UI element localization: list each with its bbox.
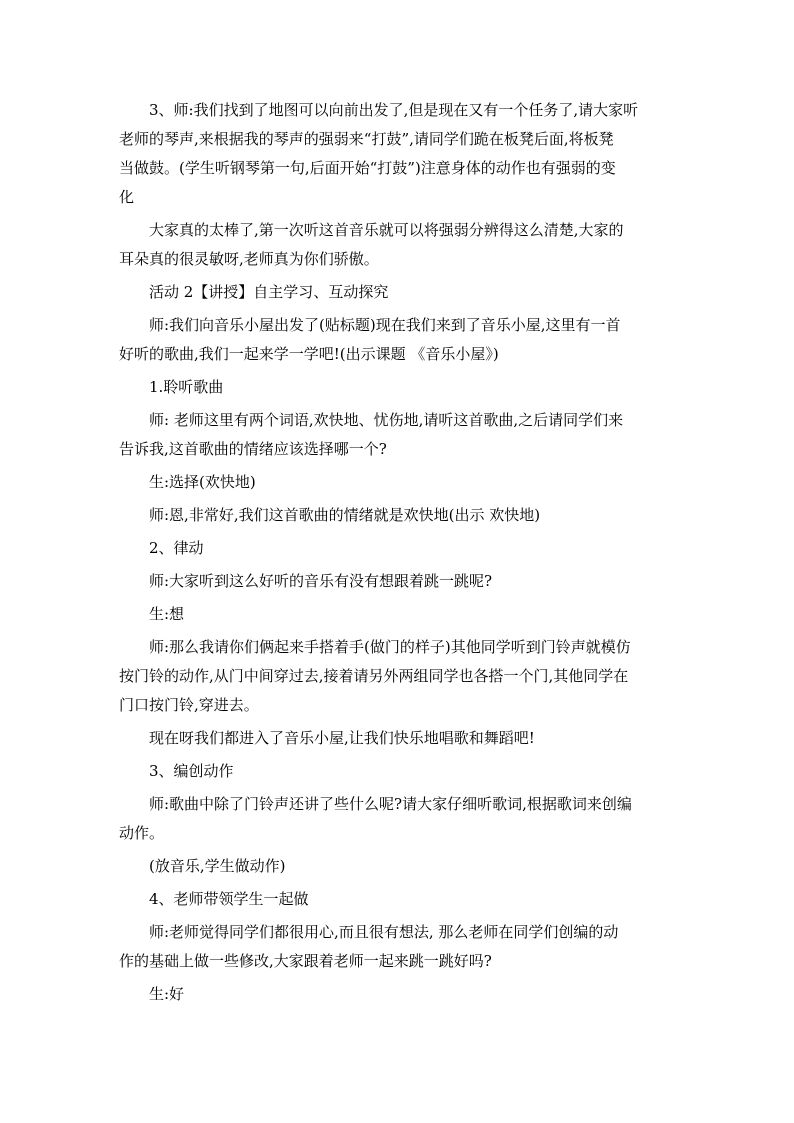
paragraph-create-heading — [119, 757, 679, 786]
paragraph-rhythm-door — [119, 633, 679, 720]
text-line: 师:老师觉得同学们都很用心,而且很有想法, 那么老师在同学们创编的动 — [149, 923, 619, 941]
paragraph-listen-confirm — [119, 501, 679, 530]
text-line: 生:想 — [149, 605, 185, 623]
text-line: 按门铃的动作,从门中间穿过去,接着请另外两组同学也各搭一个门,其他同学在 — [119, 667, 629, 685]
paragraph-intro — [119, 311, 679, 369]
paragraph-rhythm-heading — [119, 534, 679, 563]
text-line: 作的基础上做一些修改,大家跟着老师一起来跳一跳好吗? — [119, 952, 492, 970]
paragraph-rhythm-student — [119, 600, 679, 629]
text-line: (放音乐,学生做动作) — [149, 857, 286, 875]
text-line: 动作。 — [119, 824, 165, 842]
paragraph-rhythm-enter — [119, 724, 679, 753]
text-line: 生:好 — [149, 985, 185, 1003]
text-line: 4、老师带领学生一起做 — [149, 890, 309, 908]
paragraph-create-note — [119, 852, 679, 881]
paragraph-listen-teacher — [119, 406, 679, 464]
paragraph-lead-heading — [119, 885, 679, 914]
text-line: 师:恩,非常好,我们这首歌曲的情绪就是欢快地(出示 欢快地) — [149, 506, 541, 524]
text-line: 师:我们向音乐小屋出发了(贴标题)现在我们来到了音乐小屋,这里有一首 — [149, 316, 621, 334]
text-line: 现在呀我们都进入了音乐小屋,让我们快乐地唱歌和舞蹈吧! — [149, 729, 535, 747]
text-line: 好听的歌曲,我们一起来学一学吧!(出示课题 《音乐小屋》) — [119, 345, 499, 363]
paragraph-lead-teacher — [119, 918, 679, 976]
text-line: 耳朵真的很灵敏呀,老师真为你们骄傲。 — [119, 250, 379, 268]
paragraph-activity2 — [119, 278, 679, 307]
text-line: 化 — [119, 188, 135, 206]
text-line: 活动 2【讲授】自主学习、互动探究 — [149, 283, 389, 301]
text-line: 师: 老师这里有两个词语,欢快地、忧伤地,请听这首歌曲,之后请同学们来 — [149, 411, 624, 429]
paragraph-task3 — [119, 96, 679, 212]
document-body — [119, 96, 679, 1013]
paragraph-praise — [119, 216, 679, 274]
text-line: 1.聆听歌曲 — [149, 378, 224, 396]
paragraph-create-teacher — [119, 790, 679, 848]
text-line: 3、编创动作 — [149, 762, 234, 780]
paragraph-listen-heading — [119, 373, 679, 402]
paragraph-lead-student — [119, 980, 679, 1009]
paragraph-rhythm-teacher — [119, 567, 679, 596]
text-line: 生:选择(欢快地) — [149, 473, 256, 491]
text-line: 大家真的太棒了,第一次听这首音乐就可以将强弱分辨得这么清楚,大家的 — [149, 221, 624, 239]
text-line: 3、师:我们找到了地图可以向前出发了,但是现在又有一个任务了,请大家听 — [149, 101, 639, 119]
text-line: 老师的琴声,来根据我的琴声的强弱来“打鼓”,请同学们跪在板凳后面,将板凳 — [119, 130, 614, 148]
text-line: 师:大家听到这么好听的音乐有没有想跟着跳一跳呢? — [149, 572, 493, 590]
paragraph-listen-student — [119, 468, 679, 497]
text-line: 门口按门铃,穿进去。 — [119, 696, 259, 714]
text-line: 2、律动 — [149, 539, 204, 557]
text-line: 师:歌曲中除了门铃声还讲了些什么呢?请大家仔细听歌词,根据歌词来创编 — [149, 795, 632, 813]
text-line: 当做鼓。(学生听钢琴第一句,后面开始“打鼓”)注意身体的动作也有强弱的变 — [119, 159, 616, 177]
text-line: 师:那么我请你们俩起来手搭着手(做门的样子)其他同学听到门铃声就模仿 — [149, 638, 631, 656]
text-line: 告诉我,这首歌曲的情绪应该选择哪一个? — [119, 440, 387, 458]
